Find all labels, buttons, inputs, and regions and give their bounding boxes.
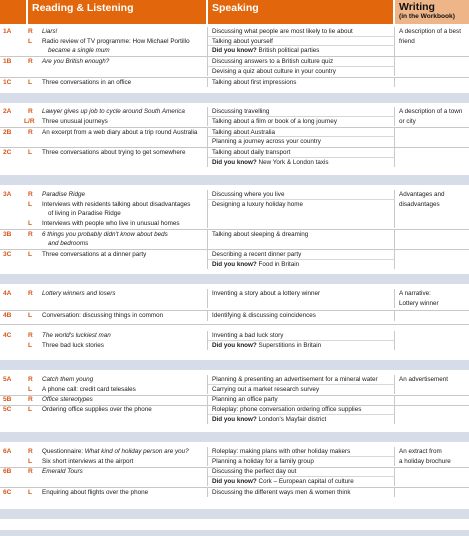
table-row [0,447,469,457]
table-row [0,415,469,425]
reading-listening-text [42,190,208,200]
table-row [0,209,469,219]
text-italic: and bedrooms [48,240,89,247]
skill-letter: L [28,385,33,393]
did-you-know-label: Did you know? [212,477,257,485]
table-row [0,27,469,37]
writing-text: disadvantages [399,200,440,208]
writing-text [395,415,469,425]
writing-text [395,67,469,77]
table-row [0,148,469,158]
skill-letter [28,477,42,487]
did-you-know-text: Superstitions in Britain [256,341,322,349]
did-you-know-text: Food in Britain [256,260,300,268]
did-you-know-label: Did you know? [212,260,257,268]
table-row [0,117,469,127]
lesson-code: 4B [3,312,12,319]
speaking-text [208,260,395,270]
lesson-code: 5B [3,396,12,403]
text-title: Paradise Ridge [42,191,86,198]
did-you-know-label: Did you know? [212,47,257,54]
table-row [0,200,469,210]
unit-separator-band [0,175,469,185]
writing-text: Advantages and [399,191,445,198]
writing-text [395,148,469,158]
skill-letter: L [28,37,33,45]
reading-listening-text: Three conversations at a dinner party [42,250,208,260]
writing-text [395,230,469,240]
text-plain: Radio review of TV programme: How Michael Portillo [42,37,190,45]
lesson-code: 2C [3,149,12,156]
skill-letter: L [28,200,33,208]
header-speaking: Speaking [208,0,395,24]
speaking-text [208,477,395,487]
reading-listening-text [42,27,208,37]
table-row [0,128,469,138]
reading-listening-text [42,260,208,270]
text-title: Lawyer gives up job to cycle around South America [42,108,185,115]
speaking-text: Inventing a story about a lottery winner [208,289,395,299]
skill-letter: L [28,312,33,319]
skill-letter: R [28,28,33,35]
skill-letter: R [28,230,33,238]
speaking-text [208,415,395,425]
unit-separator-band [0,274,469,284]
reading-listening-text [42,137,208,147]
speaking-text [208,341,395,351]
skill-letter: L [28,406,33,413]
lesson-code [0,46,28,56]
skill-letter [28,209,42,219]
speaking-text: Discussing where you live [208,190,395,200]
did-you-know-text: New York & London taxis [256,158,329,166]
table-row [0,457,469,467]
writing-text [395,477,469,487]
reading-listening-text: Six short interviews at the airport [42,457,208,467]
lesson-code [0,158,28,168]
row-divider [0,324,469,325]
table-row [0,57,469,67]
speaking-text: Carrying out a market research survey [208,385,395,395]
skill-letter: L [28,457,33,465]
table-row [0,488,469,498]
speaking-text: Discussing the perfect day out [208,467,395,477]
speaking-text [208,158,395,168]
reading-listening-text [42,230,208,240]
lesson-code [0,37,28,47]
reading-listening-text [42,331,208,341]
reading-listening-text: Three conversations in an office [42,78,208,88]
table-row [0,477,469,487]
writing-text [395,128,469,138]
table-row [0,341,469,351]
table-row [0,219,469,229]
table-row [0,158,469,168]
speaking-text: Talking about daily transport [208,148,395,158]
speaking-text: Talking about a film or book of a long journey [208,117,395,127]
skill-letter: R [28,128,33,136]
skill-letter: R [28,448,33,455]
speaking-text: Talking about yourself [208,37,395,47]
skill-letter [28,158,42,168]
reading-listening-text [42,37,208,47]
skill-letter: R [28,332,33,339]
bottom-band [0,530,469,536]
speaking-text: Talking about sleeping & dreaming [208,230,395,240]
skill-letter: L [28,149,33,156]
lesson-code: 3B [3,230,12,238]
speaking-text: Planning an office party [208,395,395,405]
text-title: Lottery winners and losers [42,290,116,297]
writing-text [395,57,469,67]
header-writing [395,0,469,24]
lesson-code: 1B [3,58,12,65]
table-row [0,299,469,309]
table-row [0,46,469,56]
table-row [0,395,469,405]
lesson-code: 6B [3,468,12,475]
table-row [0,190,469,200]
table-row [0,239,469,249]
speaking-text: Talking about Australia [208,128,395,138]
speaking-text: Roleplay: phone conversation ordering office supplies [208,405,395,415]
skill-letter: R [28,108,33,115]
table-row [0,137,469,147]
reading-listening-text [42,477,208,487]
speaking-text: Discussing answers to a British culture quiz [208,57,395,67]
lesson-code [0,457,28,467]
table-row [0,385,469,395]
writing-text [395,250,469,260]
reading-listening-text [42,107,208,117]
skill-letter: R [28,191,33,198]
table-row [0,250,469,260]
did-you-know-text: London's Mayfair district [256,415,327,423]
writing-text: a holiday brochure [399,457,451,465]
lesson-code [0,385,28,395]
table-row [0,37,469,47]
reading-listening-text: Interviews with people who live in unusual homes [42,219,208,229]
speaking-text: Roleplay: making plans with other holiday makers [208,447,395,457]
text-title: Office stereotypes [42,396,93,403]
skill-letter: L [28,341,33,349]
skill-letter [28,299,42,309]
did-you-know-label: Did you know? [212,341,257,349]
table-row [0,107,469,117]
speaking-text: Talking about first impressions [208,78,395,88]
writing-text [395,311,469,321]
did-you-know-text: British political parties [256,47,320,54]
table-row [0,331,469,341]
reading-listening-text [42,46,208,56]
speaking-text: Discussing travelling [208,107,395,117]
speaking-text: Planning a journey across your country [208,137,395,147]
skill-letter [28,46,42,56]
table-row [0,467,469,477]
writing-text: A description of a best [399,28,461,35]
lesson-code: 2B [3,128,12,136]
did-you-know-label: Did you know? [212,415,257,423]
skill-letter: L [28,78,33,86]
writing-text: A description of a town [399,108,463,115]
speaking-text: Devising a quiz about culture in your country [208,67,395,77]
lesson-code: 1A [3,28,12,35]
writing-text: An advertisement [399,376,449,383]
table-row [0,375,469,385]
did-you-know-label: Did you know? [212,158,257,166]
writing-text [395,395,469,405]
writing-text [395,467,469,477]
lesson-code [0,200,28,210]
text-title: The world's luckiest man [42,332,111,339]
lesson-code [0,341,28,351]
table-row [0,230,469,240]
table-row [0,260,469,270]
writing-text: A narrative: [399,290,431,297]
skill-letter: R [28,468,33,475]
speaking-text: Discussing what people are most likely to lie about [208,27,395,37]
reading-listening-text: A phone call: credit card telesales [42,385,208,395]
reading-listening-text [42,239,208,249]
writing-text [395,239,469,249]
speaking-text [208,209,395,219]
reading-listening-text: Conversation: discussing things in common [42,311,208,321]
skill-letter [28,260,42,270]
speaking-text: Planning a holiday for a family group [208,457,395,467]
skill-letter [28,137,42,147]
writing-text [395,385,469,395]
reading-listening-text [42,375,208,385]
reading-listening-text [42,67,208,77]
reading-listening-text: Enquiring about flights over the phone [42,488,208,498]
text-title: 6 things you probably didn't know about beds [42,230,168,238]
lesson-code: 6A [3,448,12,455]
header-writing-subtitle: (in the Workbook) [399,13,455,20]
reading-listening-text [42,57,208,67]
lesson-code: 3C [3,251,12,258]
speaking-text: Identifying & discussing coincidences [208,311,395,321]
reading-listening-text: Three unusual journeys [42,117,208,127]
writing-text [395,158,469,168]
lesson-code [0,299,28,309]
reading-listening-text [42,467,208,477]
table-row [0,311,469,321]
skill-letter: L [28,219,33,227]
lesson-code [0,239,28,249]
lesson-code: 4A [3,290,12,297]
speaking-text [208,299,395,309]
speaking-text: Discussing the different ways men & women think [208,488,395,498]
reading-listening-text [42,447,208,457]
lesson-code [0,219,28,229]
header-reading-listening: Reading & Listening [28,0,208,24]
skill-letter: R [28,290,33,297]
text-italic: What kind of holiday person are you? [84,448,189,455]
writing-text [395,405,469,415]
text-title: Catch them young [42,376,94,383]
table-row [0,78,469,88]
reading-listening-text [42,158,208,168]
writing-text [395,488,469,498]
lesson-code: 1C [3,78,12,86]
text-plain: Questionnaire: [42,448,85,455]
writing-text [395,78,469,88]
speaking-text [208,46,395,56]
writing-text [395,331,469,341]
reading-listening-text [42,415,208,425]
writing-text [395,260,469,270]
speaking-text [208,219,395,229]
speaking-text [208,239,395,249]
writing-text: or city [399,117,416,125]
writing-text [395,341,469,351]
did-you-know-text: Cork – European capital of culture [256,477,354,485]
reading-listening-text: Three conversations about trying to get somewhere [42,148,208,158]
skill-letter: L [28,488,33,496]
text-title: Emerald Tours [42,468,83,475]
skill-letter: R [28,376,33,383]
table-header [0,0,469,24]
lesson-code: 5A [3,376,12,383]
writing-text: Lottery winner [399,299,439,307]
speaking-text: Inventing a bad luck story [208,331,395,341]
lesson-code: 5C [3,406,12,413]
skill-letter: R [28,58,33,65]
table-row [0,67,469,77]
lesson-code [0,415,28,425]
unit-separator-band [0,432,469,442]
skill-letter [28,415,42,425]
header-unit-cell [0,0,28,24]
reading-listening-text: Ordering office supplies over the phone [42,405,208,415]
text-italic: became a single mum [48,47,110,54]
table-row [0,289,469,299]
lesson-code [0,67,28,77]
skill-letter [28,239,42,249]
reading-listening-text [42,289,208,299]
lesson-code: 4C [3,332,12,339]
skill-letter: L/R [24,117,35,125]
lesson-code: 6C [3,488,12,496]
table-row [0,405,469,415]
unit-separator-band [0,93,469,103]
reading-listening-text [42,299,208,309]
skill-letter: L [28,251,33,258]
unit-separator-band [0,360,469,370]
writing-text: An extract from [399,448,442,455]
text-title: Are you British enough? [42,58,110,65]
writing-text [395,46,469,56]
lesson-code [0,137,28,147]
text-title: Liars! [42,28,58,35]
header-writing-title: Writing [399,1,435,13]
speaking-text: Describing a recent dinner party [208,250,395,260]
skill-letter: R [28,396,33,403]
writing-text [395,209,469,219]
writing-text [395,219,469,229]
lesson-code [0,260,28,270]
lesson-code [0,477,28,487]
lesson-code [0,209,28,219]
reading-listening-text: Three bad luck stories [42,341,208,351]
lesson-code: 3A [3,191,12,198]
lesson-code: 2A [3,108,12,115]
skill-letter [28,67,42,77]
reading-listening-text [42,395,208,405]
speaking-text: Planning & presenting an advertisement for a mineral water [208,375,395,385]
reading-listening-text: An excerpt from a web diary about a trip round Australia [42,128,208,138]
reading-listening-text: of living in Paradise Ridge [42,209,208,219]
unit-separator-band [0,509,469,519]
reading-listening-text: Interviews with residents talking about disadvantages [42,200,208,210]
writing-text [395,137,469,147]
speaking-text: Designing a luxury holiday home [208,200,395,210]
writing-text: friend [399,37,415,45]
